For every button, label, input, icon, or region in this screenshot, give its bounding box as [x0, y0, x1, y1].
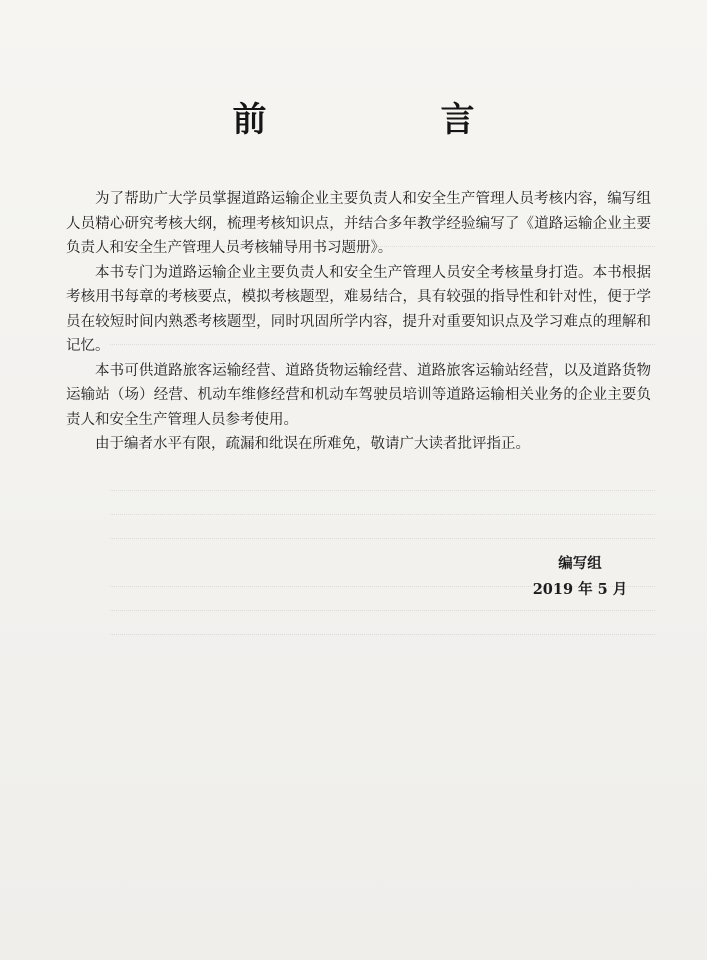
preface-body: [66, 187, 651, 457]
page-title: 前 言: [232, 100, 545, 140]
paragraph: 为了帮助广大学员掌握道路运输企业主要负责人和安全生产管理人员考核内容，编写组人员精心研究考核大纲，梳理考核知识点，并结合多年教学经验编写了《道路运输企业主要负责人和安全生产管理人员考核辅导用书习题册》。: [66, 191, 651, 256]
paragraph: 本书专门为道路运输企业主要负责人和安全生产管理人员安全考核量身打造。本书根据考核用书每章的考核要点，模拟考核题型，难易结合，具有较强的指导性和针对性，便于学员在较短时间内熟悉考核题型，同时巩固所学内容，提升对重要知识点及学习难点的理解和记忆。: [66, 264, 651, 354]
bleed-through-line: [110, 634, 655, 635]
bleed-through-line: [110, 514, 655, 515]
paragraph: 由于编者水平有限，疏漏和纰误在所难免，敬请广大读者批评指正。: [95, 436, 530, 452]
signature-date: 2019 年 5 月: [532, 581, 628, 598]
paragraph: 本书可供道路旅客运输经营、道路货物运输经营、道路旅客运输站经营，以及道路货物运输站（场）经营、机动车维修经营和机动车驾驶员培训等道路运输相关业务的企业主要负责人和安全生产管理人员参考使用。: [66, 362, 651, 428]
signature-author: 编写组: [558, 555, 602, 572]
bleed-through-line: [110, 490, 655, 491]
bleed-through-line: [110, 538, 655, 539]
bleed-through-line: [110, 610, 655, 611]
